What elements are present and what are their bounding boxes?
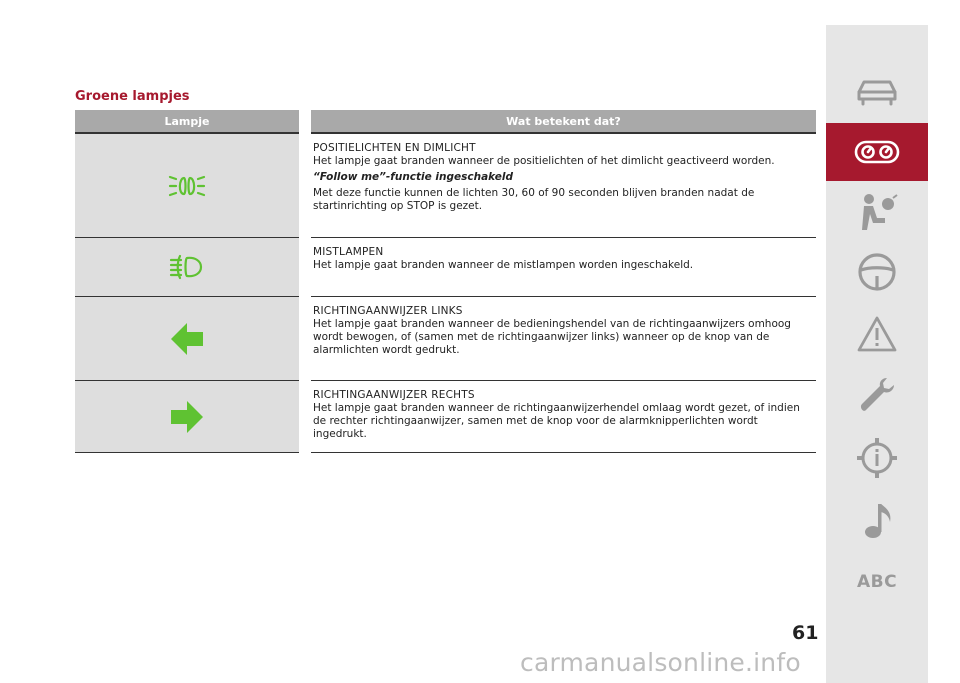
wrench-icon xyxy=(857,376,897,416)
icon-cell xyxy=(75,297,305,381)
tab-multimedia[interactable] xyxy=(826,491,928,549)
dashboard-icon xyxy=(854,139,900,165)
tab-safety[interactable] xyxy=(826,183,928,241)
description-cell xyxy=(305,297,816,381)
tab-index[interactable] xyxy=(826,553,928,611)
tab-starting-driving[interactable] xyxy=(826,243,928,301)
lamp-description: Het lampje gaat branden wanneer de richtingaanwijzerhendel omlaag wordt gezet, of indien de rechter richtingaanwijzer, samen met de knop voor de alarmknipperlichten wordt ingedrukt. xyxy=(313,402,800,440)
tab-dashboard[interactable] xyxy=(826,123,928,181)
position-lights-icon xyxy=(167,173,207,199)
lamp-title: MISTLAMPEN xyxy=(313,246,384,258)
lamp-description: Het lampje gaat branden wanneer de mistlampen worden ingeschakeld. xyxy=(313,259,694,271)
tab-maintenance[interactable] xyxy=(826,367,928,425)
section-title: Groene lampjes xyxy=(75,89,190,104)
tab-emergency[interactable] xyxy=(826,305,928,363)
fog-lights-icon xyxy=(167,254,207,280)
watermark: carmanualsonline.info xyxy=(520,648,801,677)
car-icon xyxy=(855,77,899,107)
arrow-right-icon xyxy=(170,399,204,435)
music-note-icon xyxy=(859,500,895,540)
lamp-title: RICHTINGAANWIJZER LINKS xyxy=(313,305,463,317)
icon-cell xyxy=(75,381,305,453)
description-cell xyxy=(305,133,816,238)
page-number: 61 xyxy=(792,622,819,644)
steering-wheel-icon xyxy=(857,252,897,292)
arrow-left-icon xyxy=(170,321,204,357)
warning-triangle-icon xyxy=(856,315,898,353)
tab-technical-data[interactable] xyxy=(826,429,928,487)
info-gear-icon xyxy=(856,437,898,479)
tab-car[interactable] xyxy=(826,63,928,121)
lamp-subdescription: Met deze functie kunnen de lichten 30, 60 of 90 seconden blijven branden nadat de startinrichting op STOP is gezet. xyxy=(313,187,755,212)
table-row xyxy=(75,381,816,453)
table-row xyxy=(75,238,816,297)
airbag-person-icon xyxy=(855,192,899,232)
table-row xyxy=(75,133,816,238)
table-row xyxy=(75,297,816,381)
lamp-title: RICHTINGAANWIJZER RECHTS xyxy=(313,389,475,401)
description-cell xyxy=(305,238,816,297)
header-lampje: Lampje xyxy=(75,110,305,133)
lamp-description: Het lampje gaat branden wanneer de bedieningshendel van de richtingaanwijzers omhoog wordt bewogen, of (samen met de richtingaanwijzer links) wanneer op de knop van de alarmlichten wordt gedrukt. xyxy=(313,318,791,356)
lamps-table xyxy=(75,110,816,453)
header-meaning: Wat betekent dat? xyxy=(305,110,816,133)
lamp-title: POSITIELICHTEN EN DIMLICHT xyxy=(313,142,476,154)
icon-cell xyxy=(75,133,305,238)
chapter-sidebar xyxy=(826,25,928,683)
abc-index-label: ABC xyxy=(856,572,898,592)
lamp-subtitle: “Follow me”-functie ingeschakeld xyxy=(313,171,514,183)
lamp-description: Het lampje gaat branden wanneer de positielichten of het dimlicht geactiveerd worden. xyxy=(313,155,775,167)
icon-cell xyxy=(75,238,305,297)
description-cell xyxy=(305,381,816,453)
table-header-row xyxy=(75,110,816,133)
